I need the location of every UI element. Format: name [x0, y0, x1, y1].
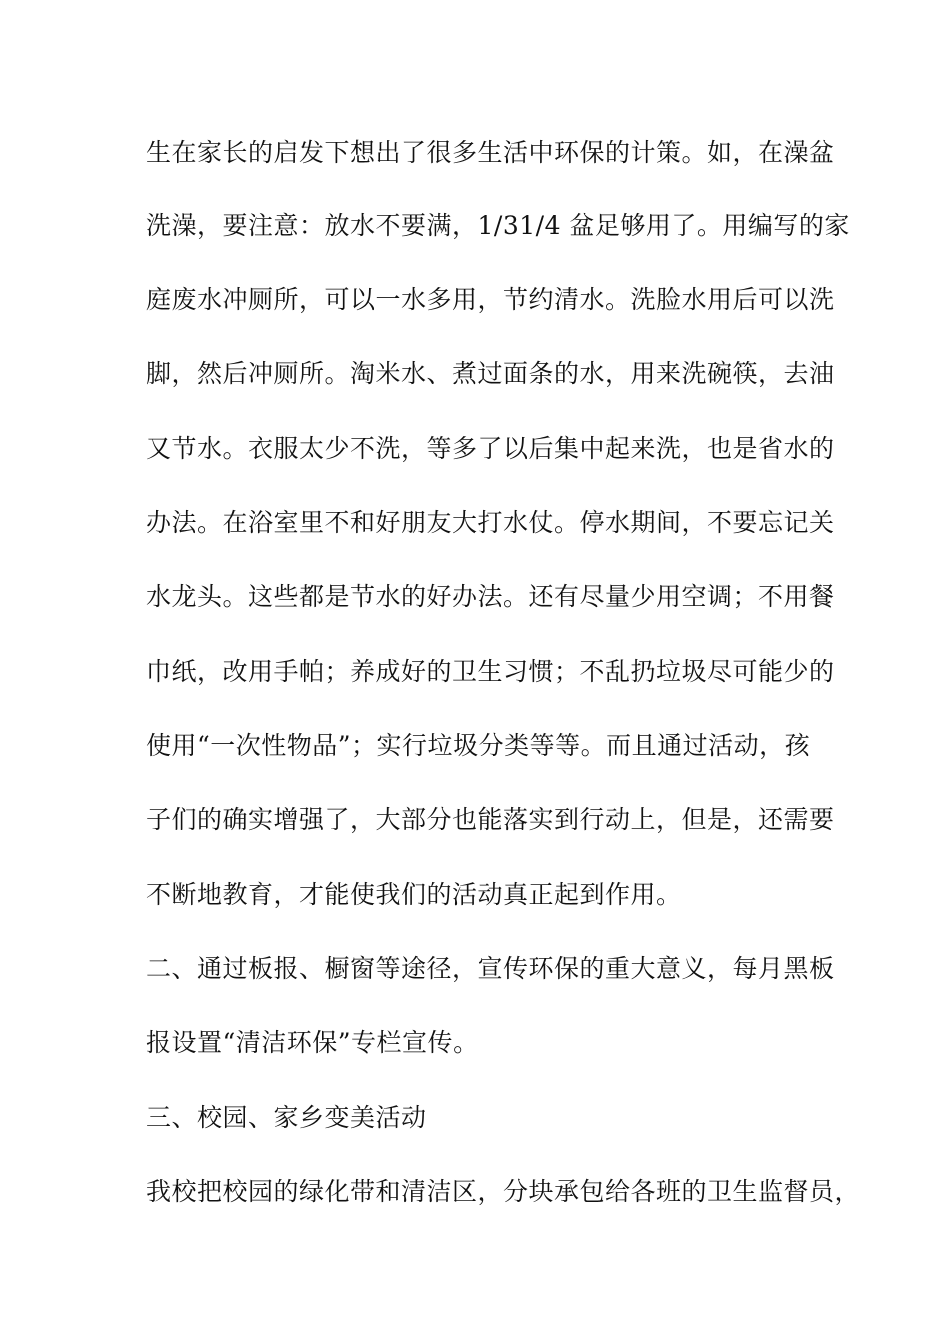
text-line: 不断地教育，才能使我们的活动真正起到作用。 — [146, 880, 682, 909]
text-line: 我校把校园的绿化带和清洁区，分块承包给各班的卫生监督员， — [146, 1177, 861, 1206]
text-line: 子们的确实增强了，大部分也能落实到行动上，但是，还需要 — [146, 805, 835, 834]
text-line: 庭废水冲厕所，可以一水多用，节约清水。洗脸水用后可以洗 — [146, 285, 835, 314]
text-line: 生在家长的启发下想出了很多生活中环保的计策。如，在澡盆 — [146, 138, 835, 167]
text-line: 报设置“清洁环保”专栏宣传。 — [146, 1028, 479, 1057]
text-line: 又节水。衣服太少不洗，等多了以后集中起来洗，也是省水的 — [146, 434, 835, 463]
section-heading-3: 三、校园、家乡变美活动 — [146, 1103, 427, 1132]
text-line: 巾纸，改用手帕；养成好的卫生习惯；不乱扔垃圾尽可能少的 — [146, 657, 835, 686]
text-line: 脚，然后冲厕所。淘米水、煮过面条的水，用来洗碗筷，去油 — [146, 359, 835, 388]
text-line: 水龙头。这些都是节水的好办法。还有尽量少用空调；不用餐 — [146, 582, 835, 611]
text-line: 办法。在浴室里不和好朋友大打水仗。停水期间，不要忘记关 — [146, 508, 835, 537]
section-heading-2: 二、通过板报、橱窗等途径，宣传环保的重大意义，每月黑板 — [146, 954, 835, 983]
text-line: 使用“一次性物品”；实行垃圾分类等等。而且通过活动，孩 — [146, 731, 811, 760]
text-line: 洗澡，要注意：放水不要满，1/31/4 盆足够用了。用编写的家 — [146, 211, 850, 240]
